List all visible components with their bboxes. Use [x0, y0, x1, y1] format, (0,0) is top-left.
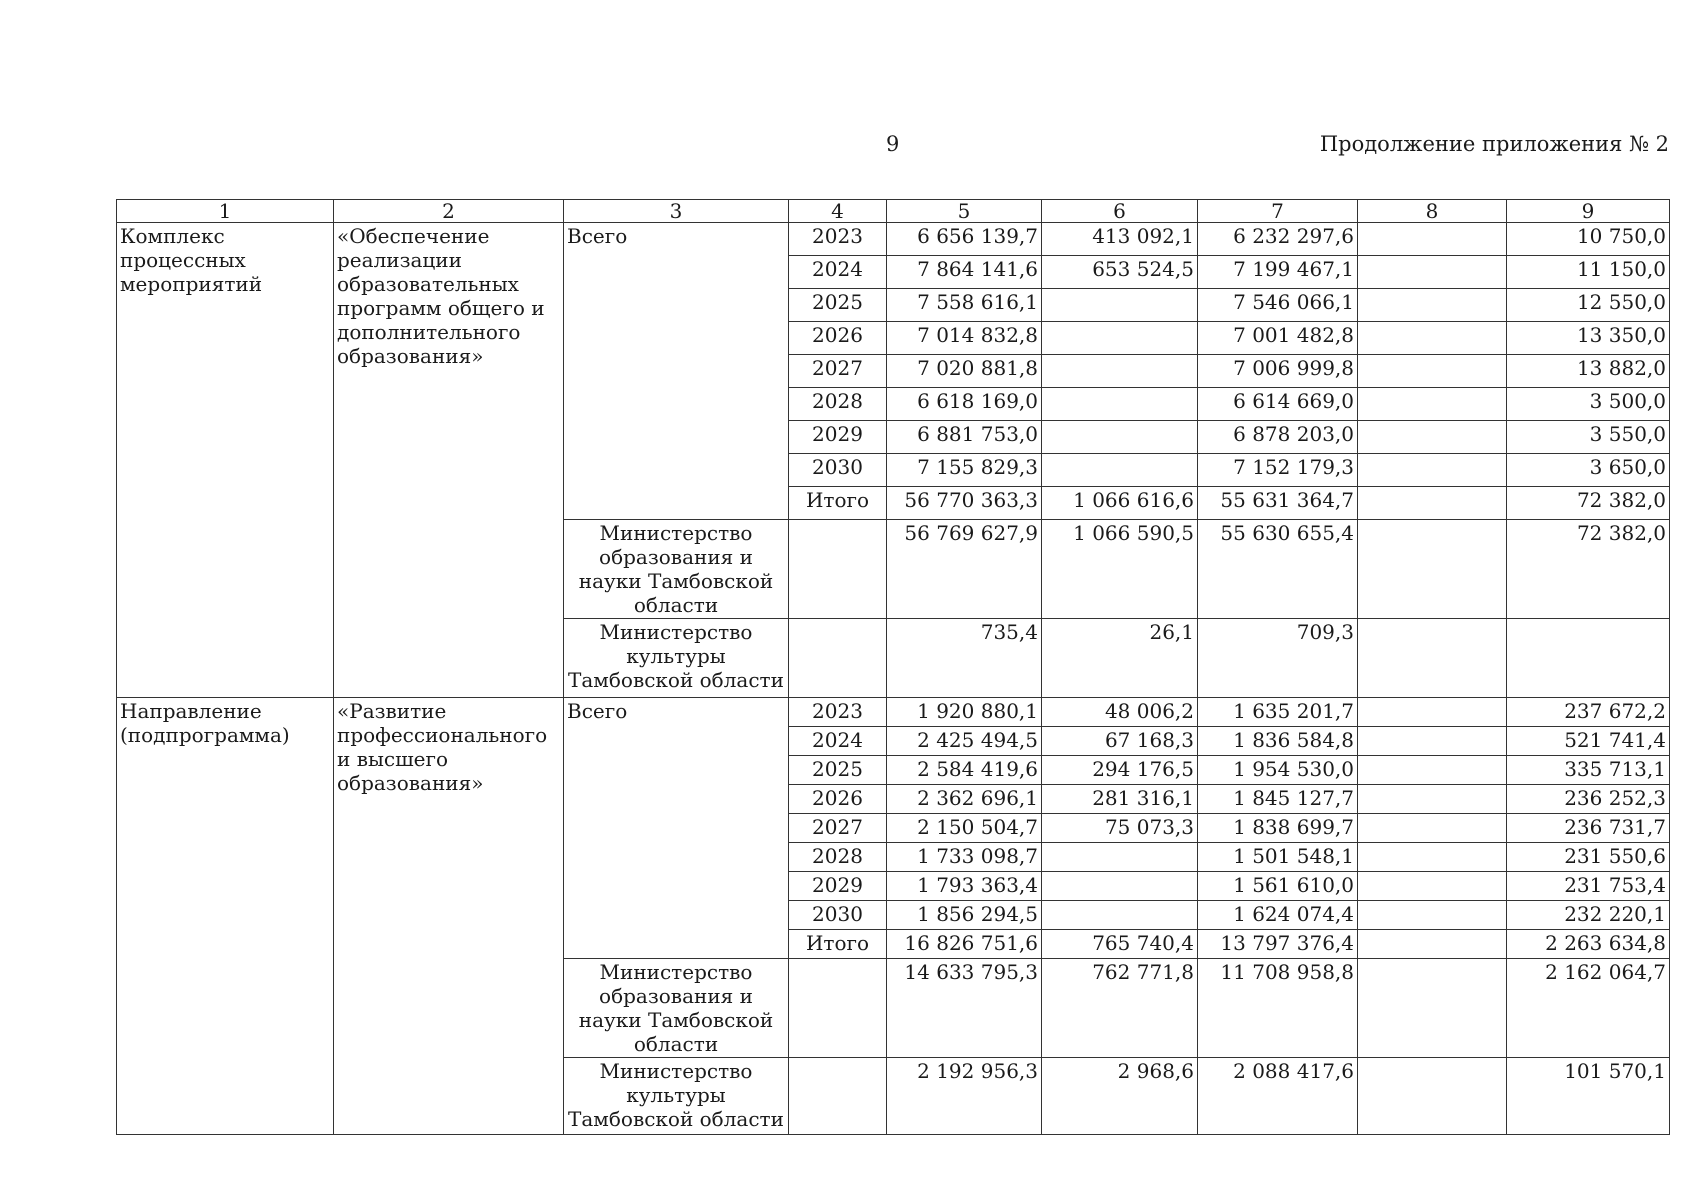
value-cell — [1358, 1058, 1507, 1135]
block-type-cell: Комплекс процессных мероприятий — [117, 223, 334, 698]
value-cell: 1 836 584,8 — [1198, 727, 1358, 756]
value-cell — [1358, 698, 1507, 727]
value-cell: 2 088 417,6 — [1198, 1058, 1358, 1135]
value-cell — [1358, 520, 1507, 619]
org-name-cell: Министерство образования и науки Тамбовской области — [564, 520, 789, 619]
value-cell — [1358, 930, 1507, 959]
block-title-cell: «Обеспечение реализации образовательных программ общего и дополнительного образования» — [334, 223, 564, 698]
value-cell: 1 561 610,0 — [1198, 872, 1358, 901]
value-cell: 1 624 074,4 — [1198, 901, 1358, 930]
value-cell — [1358, 355, 1507, 388]
value-cell: 48 006,2 — [1042, 698, 1198, 727]
value-cell: 1 845 127,7 — [1198, 785, 1358, 814]
year-cell: 2029 — [789, 421, 887, 454]
value-cell: 1 954 530,0 — [1198, 756, 1358, 785]
value-cell: 294 176,5 — [1042, 756, 1198, 785]
column-header: 8 — [1358, 200, 1507, 223]
year-cell: 2024 — [789, 256, 887, 289]
value-cell: 2 263 634,8 — [1507, 930, 1670, 959]
value-cell: 6 232 297,6 — [1198, 223, 1358, 256]
column-header: 6 — [1042, 200, 1198, 223]
column-number-row — [117, 200, 1670, 223]
value-cell: 7 546 066,1 — [1198, 289, 1358, 322]
appendix-caption: Продолжение приложения № 2 — [1319, 132, 1669, 156]
value-cell — [1358, 421, 1507, 454]
value-cell: 281 316,1 — [1042, 785, 1198, 814]
value-cell — [1042, 901, 1198, 930]
column-header: 9 — [1507, 200, 1670, 223]
column-header: 5 — [887, 200, 1042, 223]
year-cell: 2027 — [789, 814, 887, 843]
value-cell: 231 550,6 — [1507, 843, 1670, 872]
year-cell: 2030 — [789, 454, 887, 487]
block-title-cell: «Развитие профессионального и высшего образования» — [334, 698, 564, 1135]
value-cell — [1358, 289, 1507, 322]
value-cell: 75 073,3 — [1042, 814, 1198, 843]
value-cell: 762 771,8 — [1042, 959, 1198, 1058]
value-cell — [1358, 785, 1507, 814]
org-name-cell: Министерство культуры Тамбовской области — [564, 619, 789, 698]
value-cell — [1042, 843, 1198, 872]
column-header: 4 — [789, 200, 887, 223]
value-cell — [1358, 843, 1507, 872]
value-cell: 7 014 832,8 — [887, 322, 1042, 355]
value-cell: 13 882,0 — [1507, 355, 1670, 388]
year-cell: 2028 — [789, 843, 887, 872]
value-cell — [1358, 814, 1507, 843]
value-cell: 2 192 956,3 — [887, 1058, 1042, 1135]
value-cell: 7 199 467,1 — [1198, 256, 1358, 289]
value-cell: 3 500,0 — [1507, 388, 1670, 421]
value-cell: 7 864 141,6 — [887, 256, 1042, 289]
value-cell: 7 001 482,8 — [1198, 322, 1358, 355]
column-header: 3 — [564, 200, 789, 223]
value-cell: 7 155 829,3 — [887, 454, 1042, 487]
table-row — [117, 698, 1670, 727]
value-cell: 1 838 699,7 — [1198, 814, 1358, 843]
value-cell: 3 550,0 — [1507, 421, 1670, 454]
value-cell: 13 797 376,4 — [1198, 930, 1358, 959]
value-cell: 232 220,1 — [1507, 901, 1670, 930]
year-cell: 2025 — [789, 289, 887, 322]
value-cell: 236 731,7 — [1507, 814, 1670, 843]
value-cell — [1507, 619, 1670, 698]
value-cell: 56 770 363,3 — [887, 487, 1042, 520]
value-cell: 6 881 753,0 — [887, 421, 1042, 454]
value-cell — [1042, 388, 1198, 421]
value-cell: 12 550,0 — [1507, 289, 1670, 322]
value-cell — [1358, 959, 1507, 1058]
value-cell: 2 425 494,5 — [887, 727, 1042, 756]
value-cell: 335 713,1 — [1507, 756, 1670, 785]
value-cell — [1358, 487, 1507, 520]
value-cell: 1 066 590,5 — [1042, 520, 1198, 619]
value-cell: 1 920 880,1 — [887, 698, 1042, 727]
value-cell: 2 162 064,7 — [1507, 959, 1670, 1058]
table-row — [117, 223, 1670, 256]
value-cell: 11 708 958,8 — [1198, 959, 1358, 1058]
value-cell: 1 635 201,7 — [1198, 698, 1358, 727]
total-label-cell: Всего — [564, 223, 789, 520]
block-process-measures — [117, 223, 1670, 698]
value-cell: 236 252,3 — [1507, 785, 1670, 814]
value-cell: 231 753,4 — [1507, 872, 1670, 901]
year-cell: 2028 — [789, 388, 887, 421]
year-cell: 2023 — [789, 223, 887, 256]
value-cell: 72 382,0 — [1507, 487, 1670, 520]
value-cell: 26,1 — [1042, 619, 1198, 698]
year-cell: 2027 — [789, 355, 887, 388]
value-cell: 55 630 655,4 — [1198, 520, 1358, 619]
value-cell — [1042, 454, 1198, 487]
org-name-cell: Министерство культуры Тамбовской области — [564, 1058, 789, 1135]
block-type-cell: Направление (подпрограмма) — [117, 698, 334, 1135]
value-cell — [1042, 421, 1198, 454]
value-cell: 765 740,4 — [1042, 930, 1198, 959]
value-cell — [1042, 322, 1198, 355]
value-cell: 709,3 — [1198, 619, 1358, 698]
column-header: 7 — [1198, 200, 1358, 223]
value-cell: 521 741,4 — [1507, 727, 1670, 756]
year-cell: 2029 — [789, 872, 887, 901]
value-cell: 6 614 669,0 — [1198, 388, 1358, 421]
value-cell: 6 656 139,7 — [887, 223, 1042, 256]
value-cell: 1 793 363,4 — [887, 872, 1042, 901]
value-cell: 1 501 548,1 — [1198, 843, 1358, 872]
value-cell: 7 020 881,8 — [887, 355, 1042, 388]
value-cell: 55 631 364,7 — [1198, 487, 1358, 520]
column-header: 1 — [117, 200, 334, 223]
value-cell: 14 633 795,3 — [887, 959, 1042, 1058]
empty-cell — [789, 959, 887, 1058]
value-cell: 11 150,0 — [1507, 256, 1670, 289]
total-year-cell: Итого — [789, 487, 887, 520]
value-cell — [1358, 223, 1507, 256]
column-header: 2 — [334, 200, 564, 223]
year-cell: 2024 — [789, 727, 887, 756]
year-cell: 2026 — [789, 785, 887, 814]
value-cell: 101 570,1 — [1507, 1058, 1670, 1135]
org-name-cell: Министерство образования и науки Тамбовской области — [564, 959, 789, 1058]
value-cell: 735,4 — [887, 619, 1042, 698]
value-cell — [1358, 388, 1507, 421]
value-cell: 237 672,2 — [1507, 698, 1670, 727]
value-cell: 1 066 616,6 — [1042, 487, 1198, 520]
value-cell — [1358, 322, 1507, 355]
value-cell: 10 750,0 — [1507, 223, 1670, 256]
value-cell: 1 856 294,5 — [887, 901, 1042, 930]
value-cell: 2 150 504,7 — [887, 814, 1042, 843]
value-cell — [1358, 256, 1507, 289]
year-cell: 2025 — [789, 756, 887, 785]
value-cell — [1358, 872, 1507, 901]
year-cell: 2026 — [789, 322, 887, 355]
value-cell: 2 584 419,6 — [887, 756, 1042, 785]
value-cell — [1358, 756, 1507, 785]
value-cell: 7 558 616,1 — [887, 289, 1042, 322]
value-cell: 6 878 203,0 — [1198, 421, 1358, 454]
value-cell — [1042, 872, 1198, 901]
value-cell: 7 152 179,3 — [1198, 454, 1358, 487]
value-cell: 56 769 627,9 — [887, 520, 1042, 619]
value-cell — [1358, 727, 1507, 756]
value-cell: 13 350,0 — [1507, 322, 1670, 355]
value-cell: 16 826 751,6 — [887, 930, 1042, 959]
total-label-cell: Всего — [564, 698, 789, 959]
value-cell: 72 382,0 — [1507, 520, 1670, 619]
value-cell — [1042, 289, 1198, 322]
value-cell: 7 006 999,8 — [1198, 355, 1358, 388]
year-cell: 2023 — [789, 698, 887, 727]
budget-table — [116, 199, 1670, 1135]
value-cell: 6 618 169,0 — [887, 388, 1042, 421]
value-cell: 3 650,0 — [1507, 454, 1670, 487]
empty-cell — [789, 1058, 887, 1135]
block-subprogram — [117, 698, 1670, 1135]
total-year-cell: Итого — [789, 930, 887, 959]
empty-cell — [789, 619, 887, 698]
value-cell: 653 524,5 — [1042, 256, 1198, 289]
empty-cell — [789, 520, 887, 619]
value-cell: 1 733 098,7 — [887, 843, 1042, 872]
value-cell: 67 168,3 — [1042, 727, 1198, 756]
value-cell — [1358, 619, 1507, 698]
value-cell — [1358, 901, 1507, 930]
value-cell — [1358, 454, 1507, 487]
value-cell: 2 968,6 — [1042, 1058, 1198, 1135]
value-cell — [1042, 355, 1198, 388]
value-cell: 2 362 696,1 — [887, 785, 1042, 814]
page-number: 9 — [886, 132, 900, 156]
year-cell: 2030 — [789, 901, 887, 930]
value-cell: 413 092,1 — [1042, 223, 1198, 256]
